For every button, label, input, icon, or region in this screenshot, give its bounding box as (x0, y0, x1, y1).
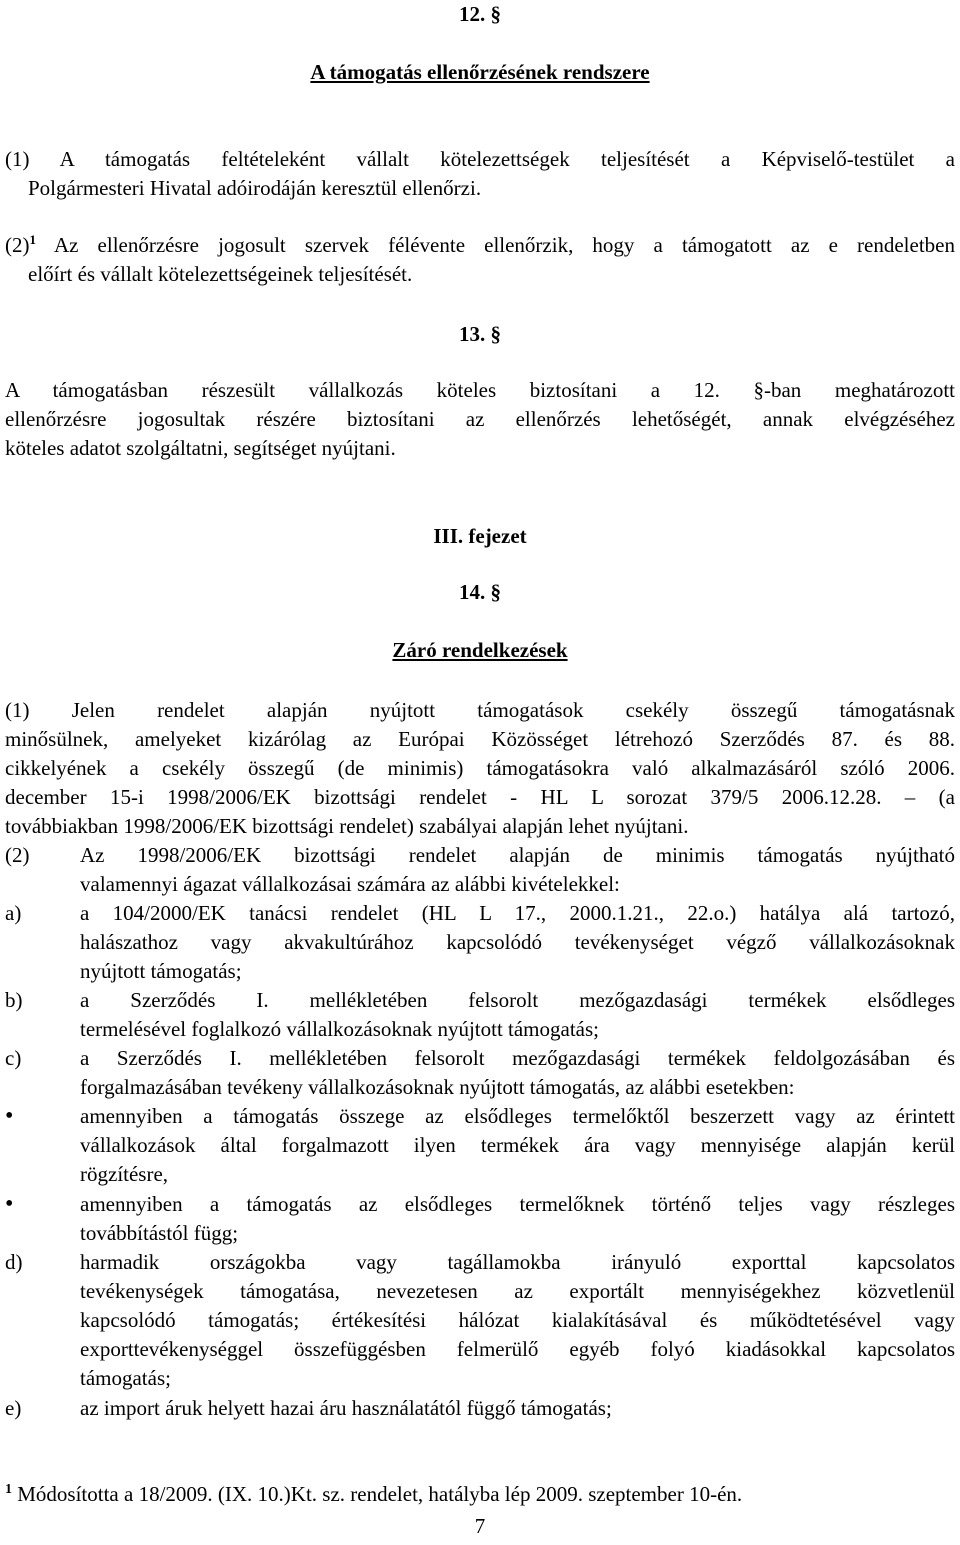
section-sign: § (490, 580, 501, 604)
paragraph-text (80, 841, 955, 899)
section-number: 14. (459, 580, 486, 604)
list-text (80, 1044, 955, 1102)
section-number: 12. (459, 2, 486, 26)
list-label: a) (5, 901, 22, 925)
text-line: Az 1998/2006/EK bizottsági rendelet alapján de minimis támogatás nyújtható (80, 843, 955, 867)
section-12-title: A támogatás ellenőrzésének rendszere (310, 60, 650, 84)
section-12-paragraph-1 (5, 145, 955, 203)
section-12-paragraph-2 (5, 231, 955, 289)
list-item-a (5, 899, 955, 986)
text-line: a Szerződés I. mellékletében felsorolt mezőgazdasági termékek feldolgozásában és (80, 1046, 955, 1070)
text-line: az import áruk helyett hazai áru használatától függő támogatás; (80, 1396, 612, 1420)
footnote-reference: 1 (29, 232, 36, 247)
section-12-heading (5, 0, 955, 29)
section-14-heading (5, 578, 955, 607)
text-line: továbbiakban 1998/2006/EK bizottsági rendelet) szabályai alapján lehet nyújtani. (5, 814, 689, 838)
text-line: forgalmazásában tevékeny vállalkozásoknak nyújtott támogatás, az alábbi esetekben: (80, 1075, 795, 1099)
chapter-heading: III. fejezet (433, 524, 527, 548)
list-text (80, 1248, 955, 1393)
text-line: valamennyi ágazat vállalkozásai számára az alábbi kivételekkel: (80, 872, 620, 896)
text-line: kapcsolódó támogatás; értékesítési hálózat kialakításával és működtetésével vagy (80, 1308, 955, 1332)
text-line: halászathoz vagy akvakultúrához kapcsolódó tevékenységet végző vállalkozásoknak (80, 930, 955, 954)
text-line: továbbítástól függ; (80, 1221, 239, 1245)
text-line: cikkelyének a csekély összegű (de minimis) támogatásokra való alkalmazásáról szóló 2006. (5, 756, 955, 780)
section-13-paragraph (5, 376, 955, 463)
section-14-paragraph-1 (5, 696, 955, 841)
text-line: A támogatásban részesült vállalkozás köteles biztosítani a 12. §-ban meghatározott (5, 378, 955, 402)
text-line: december 15-i 1998/2006/EK bizottsági rendelet - HL L sorozat 379/5 2006.12.28. – (a (5, 785, 955, 809)
text-line: köteles adatot szolgáltatni, segítséget nyújtani. (5, 436, 396, 460)
text-line: minősülnek, amelyeket kizárólag az Európai Közösséget létrehozó Szerződés 87. és 88. (5, 727, 955, 751)
text-line: Polgármesteri Hivatal adóirodáján keresztül ellenőrzi. (28, 176, 482, 200)
text-line: a 104/2000/EK tanácsi rendelet (HL L 17., 2000.1.21., 22.o.) hatálya alá tartozó, (80, 901, 955, 925)
text-line: nyújtott támogatás; (80, 959, 242, 983)
bullet-icon: • (5, 1103, 14, 1129)
footnote (5, 1480, 955, 1509)
list-item-b (5, 986, 955, 1044)
section-14-title: Záró rendelkezések (392, 638, 568, 662)
list-label: e) (5, 1396, 22, 1420)
list-item-d (5, 1248, 955, 1393)
paragraph-number: (2) (5, 843, 30, 867)
list-item-bullet-2 (5, 1190, 955, 1248)
text-line: (1) Jelen rendelet alapján nyújtott támogatások csekély összegű támogatásnak (5, 698, 955, 722)
section-sign: § (490, 322, 501, 346)
text-line: rögzítésre, (80, 1162, 169, 1186)
text-line: exporttevékenységgel összefüggésben felmerülő egyéb folyó kiadásokkal kapcsolatos (80, 1337, 955, 1361)
footnote-mark: 1 (5, 1482, 12, 1497)
paragraph-number: (2) (5, 233, 30, 257)
list-label: d) (5, 1250, 23, 1274)
section-14-paragraph-2 (5, 841, 955, 899)
list-item-e (5, 1394, 955, 1423)
text-line: előírt és vállalt kötelezettségeinek teljesítését. (28, 262, 413, 286)
list-label: c) (5, 1046, 22, 1070)
text-line: (1) A támogatás feltételeként vállalt kötelezettségek teljesítését a Képviselő-testület a (5, 147, 955, 171)
list-text (80, 986, 955, 1044)
footnote-text: Módosította a 18/2009. (IX. 10.)Kt. sz. rendelet, hatályba lép 2009. szeptember 10-én. (12, 1482, 743, 1506)
text-line: vállalkozások által forgalmazott ilyen termékek ára vagy mennyisége alapján kerül (80, 1133, 955, 1157)
text-line (5, 231, 955, 260)
list-text (80, 1190, 955, 1248)
list-item-c (5, 1044, 955, 1102)
section-sign: § (490, 2, 501, 26)
text-line: harmadik országokba vagy tagállamokba irányuló exporttal kapcsolatos (80, 1250, 955, 1274)
list-label: b) (5, 988, 23, 1012)
section-number: 13. (459, 322, 486, 346)
text-line: amennyiben a támogatás összege az elsődleges termelőktől beszerzett vagy az érintett (80, 1104, 955, 1128)
text-line: amennyiben a támogatás az elsődleges termelőknek történő teljes vagy részleges (80, 1192, 955, 1216)
text-line: támogatás; (80, 1366, 171, 1390)
section-13-heading (5, 320, 955, 349)
text-line: ellenőrzésre jogosultak részére biztosítani az ellenőrzés lehetőségét, annak elvégzéséhez (5, 407, 955, 431)
list-text (80, 899, 955, 986)
text-line-body: Az ellenőrzésre jogosult szervek félévente ellenőrzik, hogy a támogatott az e rendeletben (36, 233, 955, 257)
text-line: tevékenységek támogatása, nevezetesen az exportált mennyiségekhez közvetlenül (80, 1279, 955, 1303)
list-item-bullet-1 (5, 1102, 955, 1189)
bullet-icon: • (5, 1191, 14, 1217)
list-text (80, 1102, 955, 1189)
text-line: a Szerződés I. mellékletében felsorolt mezőgazdasági termékek elsődleges (80, 988, 955, 1012)
text-line: termelésével foglalkozó vállalkozásoknak nyújtott támogatás; (80, 1017, 600, 1041)
list-text (80, 1394, 955, 1423)
page-number: 7 (474, 1514, 486, 1538)
